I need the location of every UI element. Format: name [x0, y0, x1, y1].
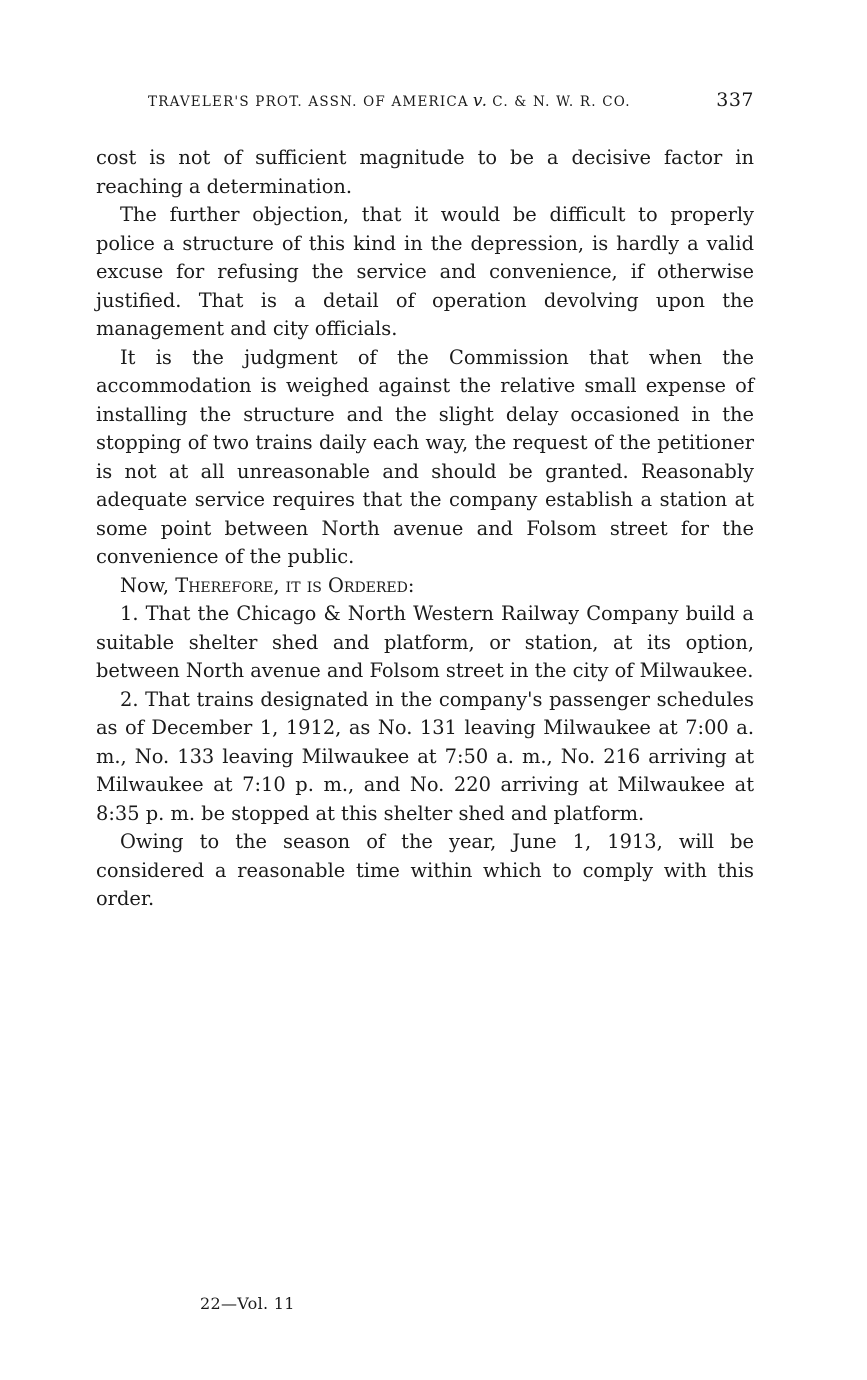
page-number: 337: [716, 89, 754, 111]
order-item-2: 2. That trains designated in the company's passenger schedules as of December 1, 1912, as No. 131 leaving Milwaukee at 7:00 a. m., No. 133 leaving Milwaukee at 7:50 a. m., No. 216 arriving at Milwaukee at 7:10 p. m., and No. 220 arriving at Milwaukee at 8:35 p. m. be stopped at this shelter shed and platform.: [96, 687, 754, 825]
paragraph-3: It is the judgment of the Commission that when the accommodation is weighed against the relative small expense of installing the structure and the slight delay occasioned in the stopping of two trains daily each way, the request of the petitioner is not at all unreasonable and should be granted. Reasonably adequate service requires that the company establish a station at some point between North avenue and Folsom street for the convenience of the public.: [96, 345, 754, 568]
paragraph-1: cost is not of sufficient magnitude to be a decisive factor in reaching a determination.: [96, 146, 754, 198]
order-heading-smallcaps: Therefore, it is Ordered:: [175, 573, 415, 597]
paragraph-closing: Owing to the season of the year, June 1, 1913, will be considered a reasonable time within which to comply with this order.: [96, 830, 754, 910]
order-heading: [96, 572, 754, 601]
running-head-title: [148, 91, 631, 111]
paragraph-2: The further objection, that it would be difficult to properly police a structure of this kind in the depression, is hardly a valid excuse for refusing the service and convenience, if otherwise justified. That is a detail of operation devolving upon the management and city officials.: [96, 203, 754, 340]
order-item-1: 1. That the Chicago & North Western Railway Company build a suitable shelter shed and platform, or station, at its option, between North avenue and Folsom street in the city of Milwaukee.: [96, 602, 754, 682]
order-heading-lead: Now,: [120, 573, 170, 597]
body-text: [96, 144, 754, 914]
signature-mark: 22—Vol. 11: [200, 1294, 295, 1313]
running-head: [148, 89, 754, 115]
running-head-title-part1: TRAVELER'S PROT. ASSN. OF AMERICA: [148, 94, 469, 110]
running-head-versus: v.: [472, 91, 489, 111]
running-head-title-part2: C. & N. W. R. CO.: [492, 94, 631, 110]
